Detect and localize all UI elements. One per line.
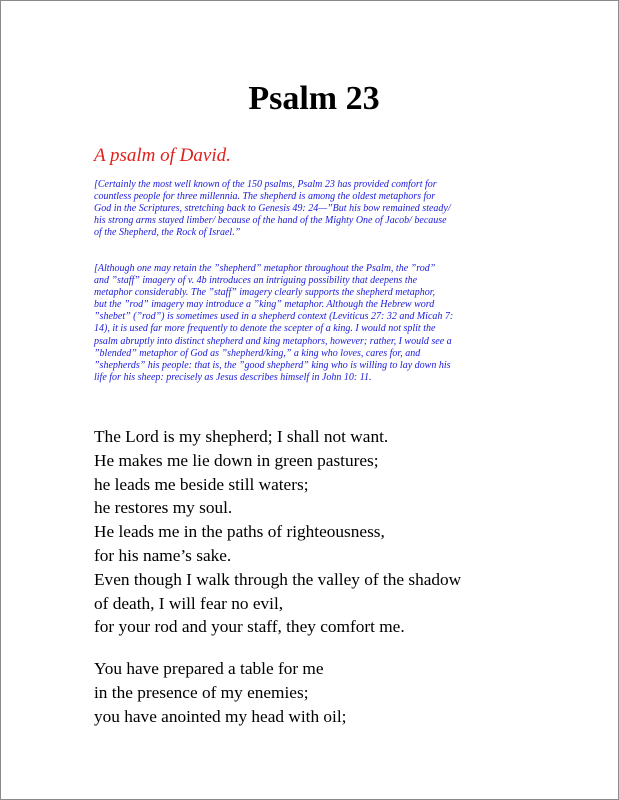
verse-line: in the presence of my enemies;	[94, 682, 309, 702]
commentary-line: psalm abruptly into distinct shepherd and king metaphors, however; rather, I would see a	[94, 335, 452, 347]
page-title: Psalm 23	[248, 80, 380, 117]
commentary-line: ”blended” metaphor of God as ”shepherd/king,” a king who loves, cares for, and	[94, 347, 421, 359]
commentary-line: 14), it is used far more frequently to denote the scepter of a king. I would not split the	[94, 323, 436, 335]
verse-line: He makes me lie down in green pastures;	[94, 450, 379, 470]
verse-line: he restores my soul.	[94, 498, 233, 518]
verse-line: you have anointed my head with oil;	[94, 706, 347, 726]
verse-line: The Lord is my shepherd; I shall not want.	[94, 427, 389, 446]
commentary-line: but the ”rod” imagery may introduce a ”king” metaphor. Although the Hebrew word	[94, 299, 435, 311]
psalm-subtitle: A psalm of David.	[94, 145, 231, 166]
commentary-paragraph	[94, 263, 534, 384]
verse-line: You have prepared a table for me	[94, 659, 324, 678]
commentary-line: God in the Scriptures, stretching back to Genesis 49: 24—”But his bow remained steady/	[94, 203, 451, 215]
verse-line: of death, I will fear no evil,	[94, 593, 284, 613]
verse-line: for your rod and your staff, they comfort me.	[94, 617, 405, 637]
commentary-line: [Although one may retain the ”shepherd” metaphor throughout the Psalm, the ”rod”	[94, 263, 436, 274]
commentary-line: ”shepherds” his people: that is, the ”good shepherd” king who is willing to lay down his	[94, 359, 451, 371]
verse-line: Even though I walk through the valley of the shadow	[94, 569, 462, 589]
psalm-stanza	[94, 657, 534, 728]
commentary-line: metaphor considerably. The ”staff” imagery clearly supports the shepherd metaphor,	[94, 287, 435, 299]
commentary-line: and ”staff” imagery of v. 4b introduces an intriguing possibility that deepens the	[94, 275, 418, 287]
commentary-line: life for his sheep: precisely as Jesus describes himself in John 10: 11.	[94, 371, 372, 383]
commentary-line: his strong arms stayed limber/ because of the hand of the Mighty One of Jacob/ because	[94, 215, 447, 227]
commentary-line: [Certainly the most well known of the 150 psalms, Psalm 23 has provided comfort for	[94, 179, 437, 190]
commentary-paragraph	[94, 179, 534, 239]
psalm-stanza	[94, 425, 534, 639]
verse-line: He leads me in the paths of righteousness,	[94, 522, 385, 542]
commentary-line: of the Shepherd, the Rock of Israel.”	[94, 227, 241, 239]
commentary-line: ”shebet” (”rod”) is sometimes used in a shepherd context (Leviticus 27: 32 and Micah 7:	[94, 311, 454, 323]
verse-line: for his name’s sake.	[94, 545, 232, 565]
verse-line: he leads me beside still waters;	[94, 474, 309, 494]
commentary-line: countless people for three millennia. The shepherd is among the oldest metaphors for	[94, 191, 436, 203]
